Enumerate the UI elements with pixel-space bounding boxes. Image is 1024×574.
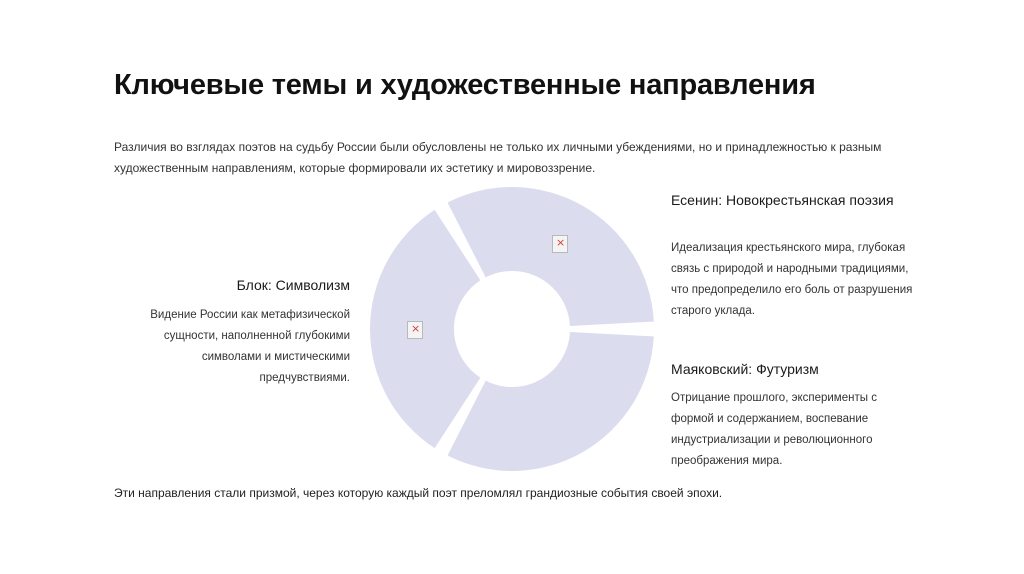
slide-title: Ключевые темы и художественные направления	[114, 69, 816, 101]
broken-image-icon-blok	[407, 321, 423, 339]
mayakovsky-text: Отрицание прошлого, эксперименты с формой и содержанием, воспевание индустриализации и революционного преображения мира.	[671, 392, 877, 467]
broken-image-icon-esenin	[552, 235, 568, 253]
esenin-text: Идеализация крестьянского мира, глубокая связь с природой и народными традициями, что предопределило его боль от разрушения старого уклада.	[671, 242, 913, 317]
blok-text: Видение России как метафизической сущности, наполненной глубокими символами и мистическими предчувствиями.	[150, 309, 350, 384]
ring-segment-esenin	[448, 187, 654, 326]
ring-diagram	[370, 187, 654, 471]
ring-segment-blok	[370, 210, 480, 448]
mayakovsky-heading: Маяковский: Футуризм	[671, 361, 819, 377]
blok-heading: Блок: Символизм	[236, 277, 350, 293]
ring-segment-mayakovsky	[448, 332, 654, 471]
intro-paragraph: Различия во взглядах поэтов на судьбу России были обусловлены не только их личными убеждениями, но и принадлежностью к разным художественным направлениям, которые формировали их эстетику и мировоззрение.	[114, 140, 882, 175]
outro-paragraph: Эти направления стали призмой, через которую каждый поэт преломлял грандиозные события своей эпохи.	[114, 486, 723, 500]
esenin-heading: Есенин: Новокрестьянская поэзия	[671, 192, 894, 208]
